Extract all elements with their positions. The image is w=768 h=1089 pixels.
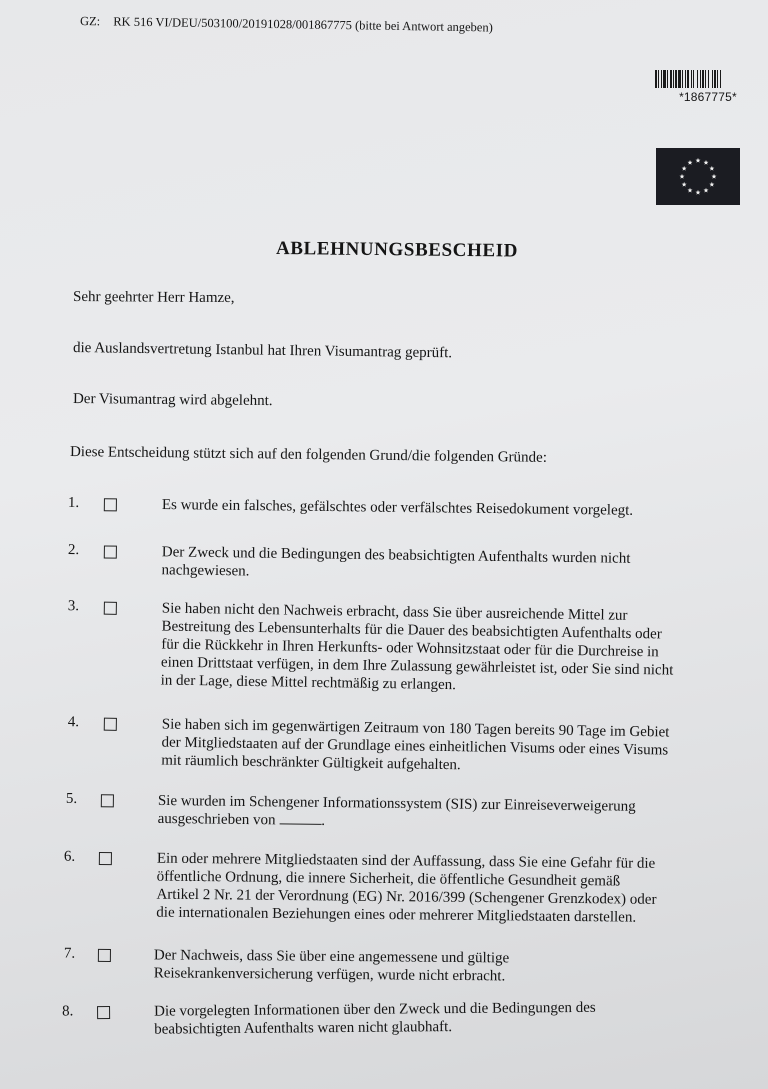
- ground-line: Bestreitung des Lebensunterhalts für die Dauer des beabsichtigten Aufenthalts oder: [161, 618, 662, 643]
- eu-star: [704, 160, 709, 165]
- ground-number: 3.: [67, 598, 80, 615]
- ground-line: Es wurde ein falsches, gefälschtes oder verfälschtes Reisedokument vorgelegt.: [161, 496, 634, 519]
- ground-line: Sie haben nicht den Nachweis erbracht, dass Sie über ausreichende Mittel zur: [161, 600, 628, 624]
- barcode-text: *1867775*: [679, 90, 737, 104]
- ground-line: nachgewiesen.: [161, 562, 250, 580]
- ground-line: Sie wurden im Schengener Informationssystem (SIS) zur Einreiseverweigerung: [157, 792, 636, 815]
- salutation: Sehr geehrter Herr Hamze,: [72, 289, 235, 307]
- ground-line: Artikel 2 Nr. 21 der Verordnung (EG) Nr. 2016/399 (Schengener Grenzkodex) oder: [156, 886, 657, 908]
- ground-line: öffentliche Ordnung, die innere Sicherheit, die öffentliche Gesundheit gemäß: [156, 868, 621, 890]
- ground-number: 5.: [65, 790, 78, 807]
- ground-item-7: [0, 945, 768, 985]
- eu-star: [704, 188, 709, 193]
- ground-line: beabsichtigten Aufenthalts waren nicht glaubhaft.: [154, 1019, 453, 1038]
- ground-line: für die Rückkehr in Ihren Herkunfts- oder Wohnsitzstaat oder für die Durchreise in: [161, 636, 659, 661]
- ground-checkbox: [104, 498, 117, 511]
- ground-text: [161, 716, 742, 779]
- ground-line: in der Lage, diese Mittel rechtmäßig zu erlangen.: [160, 672, 457, 694]
- ground-checkbox: [104, 602, 117, 615]
- ground-checkbox: [104, 718, 117, 731]
- ground-checkbox: [101, 794, 114, 807]
- eu-star: [709, 182, 714, 187]
- fill-in-blank: [279, 811, 321, 825]
- ground-number: 8.: [61, 1003, 74, 1020]
- reference-note: (bitte bei Antwort angeben): [354, 18, 493, 35]
- barcode-block: [655, 70, 761, 104]
- ground-number: 7.: [63, 945, 76, 962]
- ground-line: Der Zweck und die Bedingungen des beabsichtigten Aufenthalts wurden nicht: [161, 544, 631, 567]
- ground-item-3: [0, 597, 768, 694]
- ground-item-2: [0, 541, 768, 580]
- ground-line: mit räumlich beschränkter Gültigkeit aufgehalten.: [161, 752, 461, 774]
- ground-line: der Mitgliedstaaten auf der Grundlage eines einheitlichen Visums oder eines Visums: [161, 734, 669, 759]
- ground-text: [154, 946, 734, 987]
- ground-line: Sie haben sich im gegenwärtigen Zeitraum von 180 Tagen bereits 90 Tage im Gebiet: [161, 716, 670, 741]
- grounds-intro: Diese Entscheidung stützt sich auf den folgenden Grund/die folgenden Gründe:: [69, 444, 548, 466]
- barcode-icon: [655, 70, 761, 88]
- ground-checkbox: [104, 545, 117, 558]
- ground-item-6: [0, 848, 768, 926]
- ground-number: 4.: [67, 714, 80, 731]
- eu-star: [682, 166, 687, 171]
- eu-star: [696, 190, 701, 195]
- eu-star: [680, 174, 685, 179]
- eu-star: [688, 160, 693, 165]
- ground-number: 1.: [67, 494, 80, 511]
- ground-item-8: [0, 997, 768, 1038]
- ground-checkbox: [99, 852, 112, 865]
- eu-flag-icon: [656, 148, 740, 205]
- ground-text: [158, 792, 738, 835]
- document-title: ABLEHNUNGSBESCHEID: [275, 238, 519, 262]
- ground-item-1: [0, 494, 768, 519]
- ground-item-4: [0, 713, 768, 774]
- decision-text: Der Visumantrag wird abgelehnt.: [72, 391, 273, 410]
- ground-number: 6.: [63, 848, 76, 865]
- reference-label: GZ:: [79, 14, 101, 29]
- eu-star: [696, 158, 701, 163]
- eu-star: [682, 182, 687, 187]
- ground-checkbox: [97, 1006, 110, 1019]
- ground-text: [161, 600, 742, 699]
- eu-star: [688, 188, 693, 193]
- ground-text: [161, 543, 741, 587]
- ground-text: [162, 496, 742, 521]
- eu-star: [712, 174, 717, 179]
- ground-line: Reisekrankenversicherung verfügen, wurde nicht erbracht.: [153, 965, 506, 985]
- ground-number: 2.: [67, 541, 80, 559]
- reference-number: RK 516 VI/DEU/503100/20191028/001867775: [113, 14, 353, 33]
- ground-text: [154, 998, 734, 1039]
- ground-line: Der Nachweis, dass Sie über eine angemessene und gültige: [153, 947, 510, 967]
- intro-text: die Auslandsvertretung Istanbul hat Ihren Visumantrag geprüft.: [72, 340, 453, 362]
- ground-text: [156, 850, 737, 928]
- reference-line: [80, 14, 493, 35]
- ground-item-5: [0, 790, 768, 829]
- eu-star: [709, 166, 714, 171]
- ground-line: ausgeschrieben von: [157, 810, 276, 829]
- ground-line: Ein oder mehrere Mitgliedstaaten sind der Auffassung, dass Sie eine Gefahr für die: [156, 850, 656, 872]
- ground-line: Die vorgelegten Informationen über den Zweck und die Bedingungen des: [154, 999, 596, 1020]
- ground-checkbox: [98, 949, 111, 962]
- ground-trailing: .: [321, 812, 326, 829]
- ground-line: einen Drittstaat verfügen, in dem Ihre Zulassung gewährleistet ist, oder Sie sind nicht: [160, 654, 674, 679]
- ground-line: die internationalen Beziehungen eines oder mehrerer Mitgliedstaaten darstellen.: [156, 904, 637, 926]
